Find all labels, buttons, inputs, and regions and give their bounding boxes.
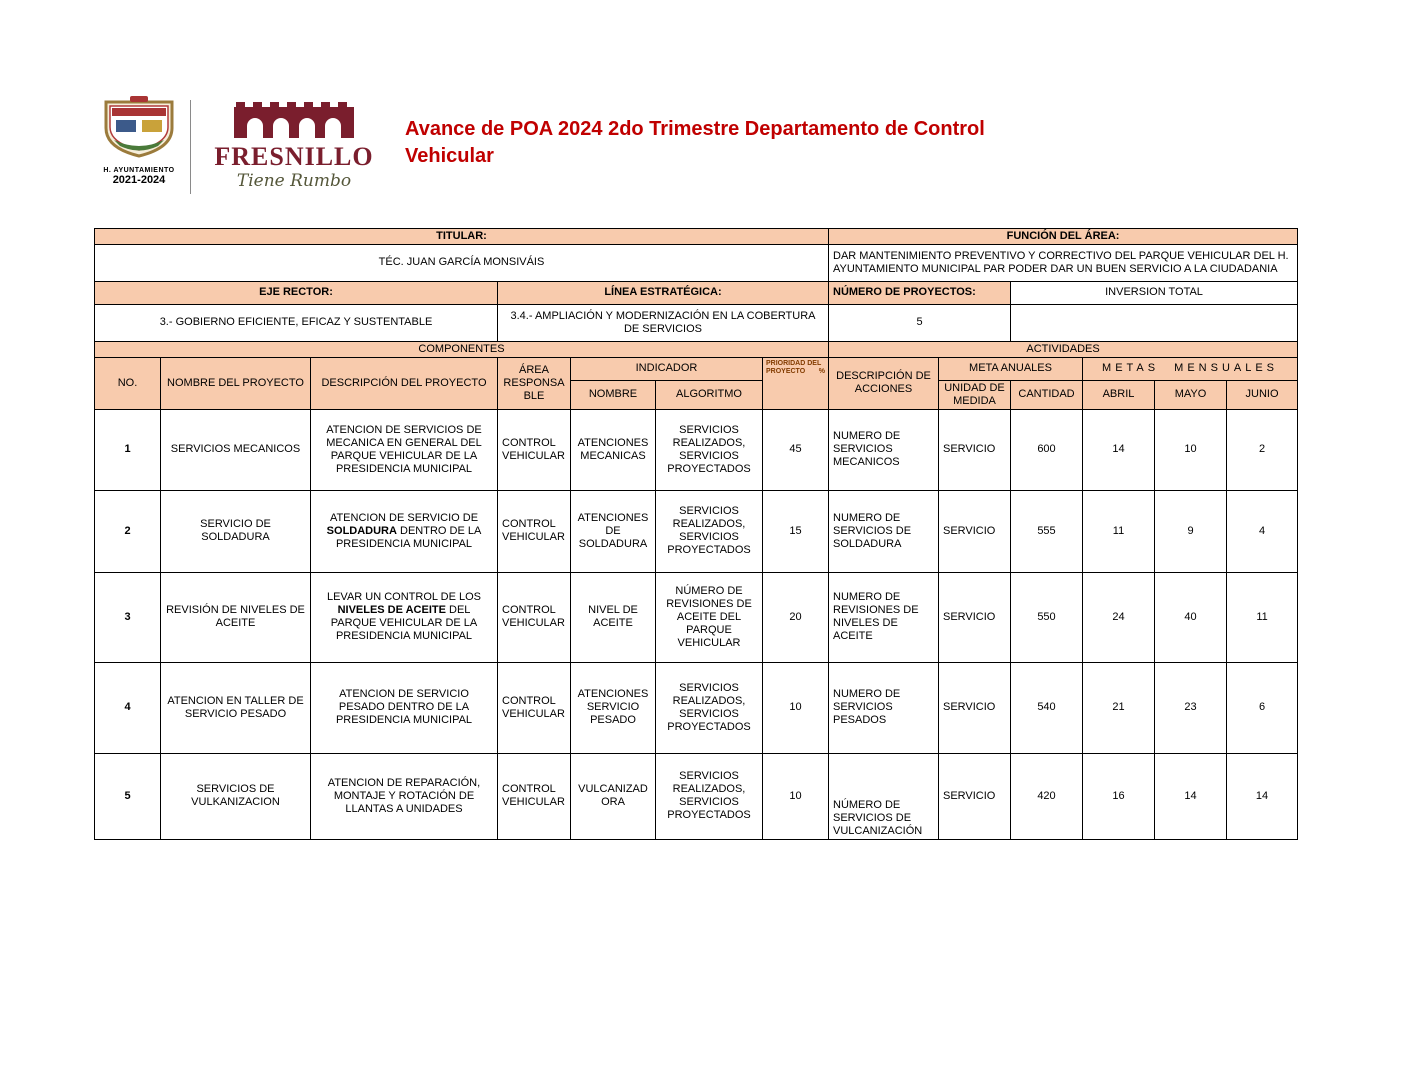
titular-label: TITULAR: xyxy=(95,229,829,245)
col-header-no: NO. xyxy=(95,357,161,409)
cell-algorithm: SERVICIOS REALIZADOS, SERVICIOS PROYECTADOS xyxy=(656,662,763,753)
cell-indicator-name: ATENCIONES DE SOLDADURA xyxy=(571,490,656,572)
cell-indicator-name: ATENCIONES SERVICIO PESADO xyxy=(571,662,656,753)
componentes-section-header: COMPONENTES xyxy=(95,341,829,357)
col-header-prioridad xyxy=(763,357,829,409)
cell-priority: 20 xyxy=(763,572,829,662)
funcion-area-label: FUNCIÓN DEL ÁREA: xyxy=(829,229,1298,245)
cell-indicator-name: VULCANIZADORA xyxy=(571,753,656,839)
fresnillo-logo xyxy=(214,102,374,191)
cell-june: 11 xyxy=(1227,572,1298,662)
prioridad-label-line2: PROYECTO xyxy=(766,368,806,376)
table-row xyxy=(95,341,1298,357)
table-row xyxy=(95,490,1298,572)
cell-june: 4 xyxy=(1227,490,1298,572)
cell-algorithm: SERVICIOS REALIZADOS, SERVICIOS PROYECTADOS xyxy=(656,409,763,490)
cell-algorithm: SERVICIOS REALIZADOS, SERVICIOS PROYECTADOS xyxy=(656,490,763,572)
table-row xyxy=(95,304,1298,341)
cell-unit: SERVICIO xyxy=(939,409,1011,490)
cell-actions-description: NUMERO DE SERVICIOS MECANICOS xyxy=(829,409,939,490)
table-row xyxy=(95,753,1298,839)
col-header-area-responsable: ÁREA RESPONSABLE xyxy=(498,357,571,409)
cell-area: CONTROL VEHICULAR xyxy=(498,662,571,753)
col-header-unidad-medida: UNIDAD DE MEDIDA xyxy=(939,380,1011,409)
cell-project-description: ATENCION DE REPARACIÓN, MONTAJE Y ROTACIÓN DE LLANTAS A UNIDADES xyxy=(311,753,498,839)
cell-actions-description: NÚMERO DE SERVICIOS DE VULCANIZACIÓN xyxy=(829,753,939,839)
cell-april: 24 xyxy=(1083,572,1155,662)
cell-may: 40 xyxy=(1155,572,1227,662)
prioridad-label-line1: PRIORIDAD DEL xyxy=(766,359,822,367)
col-header-nombre-proyecto: NOMBRE DEL PROYECTO xyxy=(161,357,311,409)
cell-no: 1 xyxy=(95,409,161,490)
linea-estrategica-label: LÍNEA ESTRATÉGICA: xyxy=(498,281,829,304)
cell-algorithm: NÚMERO DE REVISIONES DE ACEITE DEL PARQUE VEHICULAR xyxy=(656,572,763,662)
cell-april: 14 xyxy=(1083,409,1155,490)
cell-quantity: 550 xyxy=(1011,572,1083,662)
cell-may: 10 xyxy=(1155,409,1227,490)
cell-priority: 15 xyxy=(763,490,829,572)
cell-priority: 10 xyxy=(763,662,829,753)
cell-project-description: ATENCION DE SERVICIOS DE MECANICA EN GENERAL DEL PARQUE VEHICULAR DE LA PRESIDENCIA MUNICIPAL xyxy=(311,409,498,490)
cell-quantity: 555 xyxy=(1011,490,1083,572)
cell-april: 21 xyxy=(1083,662,1155,753)
cell-unit: SERVICIO xyxy=(939,753,1011,839)
cell-actions-description: NUMERO DE REVISIONES DE NIVELES DE ACEITE xyxy=(829,572,939,662)
col-header-indicador: INDICADOR xyxy=(571,357,763,380)
cell-no: 2 xyxy=(95,490,161,572)
col-header-indicador-nombre: NOMBRE xyxy=(571,380,656,409)
funcion-area-value: DAR MANTENIMIENTO PREVENTIVO Y CORRECTIVO DEL PARQUE VEHICULAR DEL H. AYUNTAMIENTO MUNICIPAL PAR PODER DAR UN BUEN SERVICIO A LA CIUDADANIA xyxy=(829,244,1298,281)
cell-project-name: SERVICIO DE SOLDADURA xyxy=(161,490,311,572)
logo-divider xyxy=(190,100,191,194)
cell-priority: 45 xyxy=(763,409,829,490)
cell-area: CONTROL VEHICULAR xyxy=(498,753,571,839)
table-row xyxy=(95,281,1298,304)
cell-unit: SERVICIO xyxy=(939,490,1011,572)
col-header-mayo: MAYO xyxy=(1155,380,1227,409)
brand-name: FRESNILLO xyxy=(214,142,374,171)
cell-unit: SERVICIO xyxy=(939,662,1011,753)
table-header-row xyxy=(95,357,1298,380)
col-header-metas-mensuales: METAS MENSUALES xyxy=(1083,357,1298,380)
crest-caption: H. AYUNTAMIENTO xyxy=(103,167,175,174)
cell-algorithm: SERVICIOS REALIZADOS, SERVICIOS PROYECTADOS xyxy=(656,753,763,839)
municipal-crest xyxy=(96,96,182,186)
cell-june: 2 xyxy=(1227,409,1298,490)
cell-april: 16 xyxy=(1083,753,1155,839)
cell-project-name: ATENCION EN TALLER DE SERVICIO PESADO xyxy=(161,662,311,753)
cell-project-name: REVISIÓN DE NIVELES DE ACEITE xyxy=(161,572,311,662)
eje-rector-value: 3.- GOBIERNO EFICIENTE, EFICAZ Y SUSTENTABLE xyxy=(95,304,498,341)
cell-actions-description: NUMERO DE SERVICIOS PESADOS xyxy=(829,662,939,753)
cell-area: CONTROL VEHICULAR xyxy=(498,409,571,490)
crest-period: 2021-2024 xyxy=(112,174,166,186)
cell-april: 11 xyxy=(1083,490,1155,572)
cell-indicator-name: NIVEL DE ACEITE xyxy=(571,572,656,662)
poa-table xyxy=(94,228,1298,840)
table-row xyxy=(95,409,1298,490)
cell-no: 5 xyxy=(95,753,161,839)
col-header-cantidad: CANTIDAD xyxy=(1011,380,1083,409)
cell-no: 4 xyxy=(95,662,161,753)
col-header-descripcion-proyecto: DESCRIPCIÓN DEL PROYECTO xyxy=(311,357,498,409)
cell-project-description: LEVAR UN CONTROL DE LOS NIVELES DE ACEITE DEL PARQUE VEHICULAR DE LA PRESIDENCIA MUNICIPAL xyxy=(311,572,498,662)
crest-logo-icon xyxy=(100,147,178,164)
col-header-abril: ABRIL xyxy=(1083,380,1155,409)
cell-june: 6 xyxy=(1227,662,1298,753)
actividades-section-header: ACTIVIDADES xyxy=(829,341,1298,357)
titular-value: TÉC. JUAN GARCÍA MONSIVÁIS xyxy=(95,244,829,281)
table-row xyxy=(95,572,1298,662)
cell-unit: SERVICIO xyxy=(939,572,1011,662)
cell-project-description: ATENCION DE SERVICIO DE SOLDADURA DENTRO DE LA PRESIDENCIA MUNICIPAL xyxy=(311,490,498,572)
table-row xyxy=(95,244,1298,281)
table-row xyxy=(95,662,1298,753)
cell-area: CONTROL VEHICULAR xyxy=(498,572,571,662)
cell-quantity: 540 xyxy=(1011,662,1083,753)
cell-priority: 10 xyxy=(763,753,829,839)
inversion-total-label: INVERSION TOTAL xyxy=(1011,281,1298,304)
col-header-junio: JUNIO xyxy=(1227,380,1298,409)
col-header-algoritmo: ALGORITMO xyxy=(656,380,763,409)
brand-tagline: Tiene Rumbo xyxy=(236,171,352,192)
numero-proyectos-value: 5 xyxy=(829,304,1011,341)
numero-proyectos-label: NÚMERO DE PROYECTOS: xyxy=(829,281,1011,304)
cell-may: 23 xyxy=(1155,662,1227,753)
page-title: Avance de POA 2024 2do Trimestre Departamento de Control Vehicular xyxy=(405,118,985,167)
cell-may: 9 xyxy=(1155,490,1227,572)
prioridad-percent-sign: % xyxy=(818,368,825,376)
cell-quantity: 600 xyxy=(1011,409,1083,490)
inversion-total-value xyxy=(1011,304,1298,341)
cell-indicator-name: ATENCIONES MECANICAS xyxy=(571,409,656,490)
col-header-meta-anuales: META ANUALES xyxy=(939,357,1083,380)
cell-june: 14 xyxy=(1227,753,1298,839)
cell-area: CONTROL VEHICULAR xyxy=(498,490,571,572)
col-header-descripcion-acciones: DESCRIPCIÓN DE ACCIONES xyxy=(829,357,939,409)
cell-quantity: 420 xyxy=(1011,753,1083,839)
linea-estrategica-value: 3.4.- AMPLIACIÓN Y MODERNIZACIÓN EN LA COBERTURA DE SERVICIOS xyxy=(498,304,829,341)
cell-project-description: ATENCION DE SERVICIO PESADO DENTRO DE LA PRESIDENCIA MUNICIPAL xyxy=(311,662,498,753)
eje-rector-label: EJE RECTOR: xyxy=(95,281,498,304)
cell-project-name: SERVICIOS DE VULKANIZACION xyxy=(161,753,311,839)
aqueduct-icon xyxy=(232,125,356,142)
cell-actions-description: NUMERO DE SERVICIOS DE SOLDADURA xyxy=(829,490,939,572)
cell-no: 3 xyxy=(95,572,161,662)
table-row xyxy=(95,229,1298,245)
cell-may: 14 xyxy=(1155,753,1227,839)
cell-project-name: SERVICIOS MECANICOS xyxy=(161,409,311,490)
